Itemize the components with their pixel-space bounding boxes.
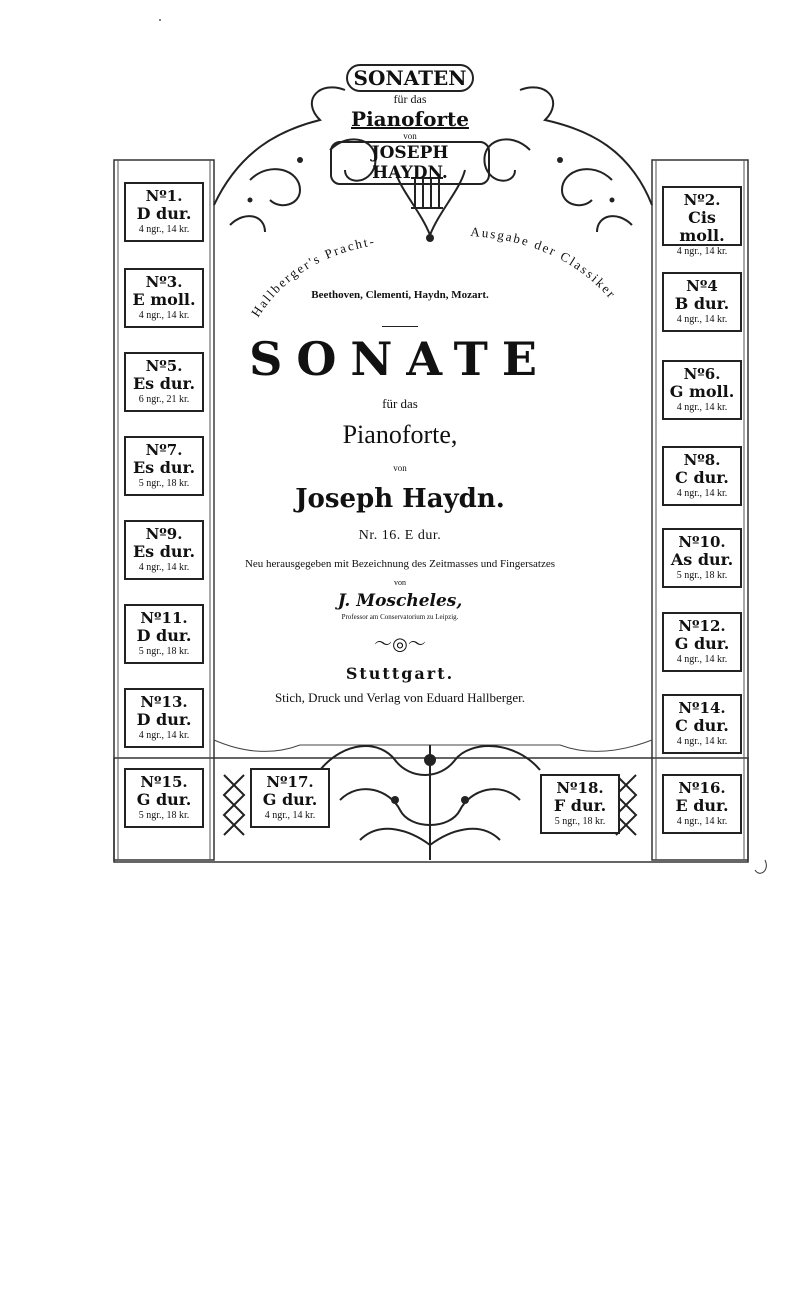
sonata-price: 5 ngr., 18 kr.: [138, 646, 190, 657]
sonata-number-label: Nº6.: [683, 365, 721, 383]
sonata-panel-1: [124, 182, 204, 242]
sonata-key: G dur.: [674, 634, 730, 653]
sonata-number-label: Nº1.: [145, 187, 183, 205]
sonata-price: 5 ngr., 18 kr.: [138, 478, 190, 489]
sonata-number-label: Nº17.: [266, 773, 314, 791]
imprint-city: Stuttgart.: [345, 664, 455, 683]
sonata-number-label: Nº3.: [145, 273, 183, 291]
editor-title: Professor am Conservatorium zu Leipzig.: [341, 613, 459, 621]
title-composer: Joseph Haydn.: [295, 484, 505, 514]
sonata-price: 4 ngr., 14 kr.: [676, 654, 728, 665]
sonata-key: E dur.: [675, 796, 729, 815]
title-instrument: Pianoforte,: [342, 420, 458, 449]
collection-title: SONATEN: [346, 64, 475, 92]
sonata-key: F dur.: [553, 796, 607, 815]
sonata-panel-12: [662, 612, 742, 672]
svg-text:Hallberger's Pracht-: [248, 233, 377, 320]
sonata-number-label: Nº2.: [683, 191, 721, 209]
sonata-panel-6: [662, 360, 742, 420]
sonata-panel-11: [124, 604, 204, 664]
sonata-price: 5 ngr., 18 kr.: [138, 810, 190, 821]
sonata-panel-17: [250, 768, 330, 828]
sonata-key: D dur.: [136, 626, 192, 645]
sonata-key: G dur.: [136, 790, 192, 809]
sonata-number-label: Nº16.: [678, 779, 726, 797]
header-composer: JOSEPH HAYDN.: [330, 141, 490, 185]
sonata-number-label: Nº5.: [145, 357, 183, 375]
edition-by: von: [394, 578, 406, 587]
sonata-price: 4 ngr., 14 kr.: [138, 224, 190, 235]
sonata-panel-10: [662, 528, 742, 588]
sonata-panel-13: [124, 688, 204, 748]
sonata-price: 4 ngr., 14 kr.: [676, 736, 728, 747]
editor-name: J. Moscheles,: [337, 591, 463, 611]
sonata-panel-15: [124, 768, 204, 828]
sonata-price: 4 ngr., 14 kr.: [676, 402, 728, 413]
sonata-key: D dur.: [136, 204, 192, 223]
imprint-publisher: Stich, Druck und Verlag von Eduard Hallberger.: [274, 690, 526, 705]
sonata-price: 5 ngr., 18 kr.: [554, 816, 606, 827]
sonata-price: 4 ngr., 14 kr.: [676, 246, 728, 257]
sonata-number-label: Nº18.: [556, 779, 604, 797]
sonata-price: 4 ngr., 14 kr.: [138, 562, 190, 573]
sonata-key: Es dur.: [132, 542, 196, 561]
series-composers: Beethoven, Clementi, Haydn, Mozart.: [311, 289, 489, 301]
sonata-price: 5 ngr., 18 kr.: [676, 570, 728, 581]
sonata-key: G dur.: [262, 790, 318, 809]
header-by: von: [403, 131, 417, 141]
sonata-price: 4 ngr., 14 kr.: [138, 310, 190, 321]
sonata-panel-2: [662, 186, 742, 257]
sonata-panel-14: [662, 694, 742, 754]
sonata-key: C dur.: [675, 468, 729, 487]
sonata-key: B dur.: [674, 294, 730, 313]
series-right-text: Ausgabe der Classiker: [469, 223, 620, 303]
header-for-the: für das: [393, 92, 427, 106]
sonata-key: D dur.: [136, 710, 192, 729]
sonata-price: 4 ngr., 14 kr.: [138, 730, 190, 741]
sonata-price: 4 ngr., 14 kr.: [676, 488, 728, 499]
sonata-panel-5: [124, 352, 204, 412]
sonata-number-label: Nº14.: [678, 699, 726, 717]
sonata-key: E moll.: [132, 290, 196, 309]
sonata-key: G moll.: [669, 382, 735, 401]
sonata-number-label: Nº7.: [145, 441, 183, 459]
sonata-panel-4: [662, 272, 742, 332]
sonata-key: Es dur.: [132, 458, 196, 477]
sonata-key: C dur.: [675, 716, 729, 735]
sonata-number-label: Nº13.: [140, 693, 188, 711]
title-by: von: [393, 463, 407, 473]
sonata-panel-18: [540, 774, 620, 834]
sonata-number-label: Nº8.: [683, 451, 721, 469]
flourish-ornament: 〜◎〜: [374, 634, 426, 655]
series-left-text: Hallberger's Pracht-: [247, 233, 377, 320]
sonata-panel-8: [662, 446, 742, 506]
sonata-number-label: Nº11.: [140, 609, 188, 627]
sonata-key: Es dur.: [132, 374, 196, 393]
sonata-number-label: Nº10.: [678, 533, 726, 551]
sonata-key: As dur.: [670, 550, 734, 569]
sonata-price: 6 ngr., 21 kr.: [138, 394, 190, 405]
sonata-panel-7: [124, 436, 204, 496]
sonata-number-label: Nº15.: [140, 773, 188, 791]
sonata-number: Nr. 16. E dur.: [358, 528, 442, 543]
sonata-panel-16: [662, 774, 742, 834]
sonata-panel-9: [124, 520, 204, 580]
main-title: SONATE: [249, 332, 551, 386]
sonata-price: 4 ngr., 14 kr.: [264, 810, 316, 821]
sonata-number-label: Nº9.: [145, 525, 183, 543]
sonata-number-label: Nº12.: [678, 617, 726, 635]
sonata-price: 4 ngr., 14 kr.: [676, 314, 728, 325]
edition-note: Neu herausgegeben mit Bezeichnung des Zeitmasses und Fingersatzes: [244, 558, 556, 570]
sonata-panel-3: [124, 268, 204, 328]
title-for-the: für das: [382, 396, 418, 411]
header-instrument: Pianoforte: [351, 107, 469, 131]
sonata-price: 4 ngr., 14 kr.: [676, 816, 728, 827]
sonata-key: Cis moll.: [679, 208, 725, 245]
sonata-number-label: Nº4: [686, 277, 718, 295]
